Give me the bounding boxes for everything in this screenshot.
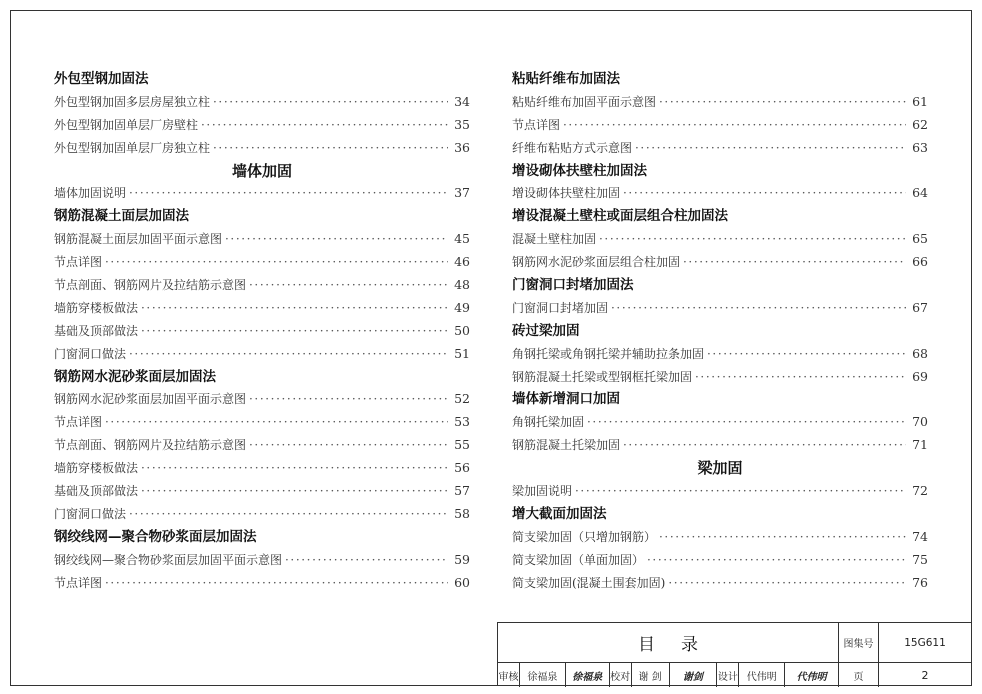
toc-entry-page: 61 bbox=[912, 93, 928, 109]
toc-entry-page: 63 bbox=[912, 139, 928, 155]
section-heading: 粘贴纤维布加固法 bbox=[512, 71, 620, 87]
toc-entry-page: 46 bbox=[454, 254, 470, 270]
toc-entry-page: 68 bbox=[912, 345, 928, 361]
toc-entry-title: 基础及顶部做法 bbox=[54, 484, 139, 499]
toc-entry-title: 外包型钢加固单层厂房独立柱 bbox=[54, 140, 211, 155]
dot-leader bbox=[141, 297, 448, 320]
dot-leader bbox=[249, 274, 448, 297]
toc-entry bbox=[54, 228, 470, 251]
dot-leader bbox=[623, 434, 906, 457]
toc-entry-page: 75 bbox=[912, 551, 928, 567]
title-block-title: 目录 bbox=[498, 623, 839, 663]
toc-entry-title: 纤维布粘贴方式示意图 bbox=[512, 140, 633, 155]
toc-entry-page: 66 bbox=[912, 254, 928, 270]
dot-leader bbox=[129, 503, 448, 526]
dot-leader bbox=[105, 251, 448, 274]
dot-leader bbox=[695, 366, 906, 389]
toc-entry-title: 节点剖面、钢筋网片及拉结筋示意图 bbox=[54, 278, 247, 293]
toc-entry bbox=[512, 366, 928, 389]
toc-entry-page: 71 bbox=[912, 437, 928, 453]
toc-entry-page: 64 bbox=[912, 185, 928, 201]
toc-entry-page: 49 bbox=[454, 299, 470, 315]
toc-entry bbox=[54, 343, 470, 366]
toc-entry bbox=[512, 228, 928, 251]
toc-entry-page: 36 bbox=[454, 139, 470, 155]
atlas-label: 图集号 bbox=[839, 623, 879, 663]
toc-entry-page: 55 bbox=[454, 437, 470, 453]
toc-entry bbox=[54, 572, 470, 595]
signature: 徐福泉 bbox=[566, 663, 610, 687]
dot-leader bbox=[141, 320, 448, 343]
toc-entry-title: 节点剖面、钢筋网片及拉结筋示意图 bbox=[54, 438, 247, 453]
toc-entry bbox=[512, 343, 928, 366]
dot-leader bbox=[129, 182, 448, 205]
toc-entry-page: 58 bbox=[454, 505, 470, 521]
toc-entry bbox=[512, 526, 928, 549]
toc-entry bbox=[512, 297, 928, 320]
toc-entry bbox=[512, 434, 928, 457]
toc-entry-title: 门窗洞口做法 bbox=[54, 346, 127, 361]
toc-entry-page: 76 bbox=[912, 574, 928, 590]
chapter-heading: 梁加固 bbox=[697, 459, 743, 478]
signoff-cell: 谢 剑 bbox=[632, 663, 670, 687]
toc-entry-title: 门窗洞口做法 bbox=[54, 506, 127, 521]
signoff-row bbox=[498, 663, 839, 687]
toc-entry-title: 简支梁加固（只增加钢筋） bbox=[512, 529, 657, 544]
toc-entry bbox=[512, 137, 928, 160]
toc-entry bbox=[512, 411, 928, 434]
toc-entry bbox=[54, 297, 470, 320]
toc-entry-title: 钢筋混凝土托梁加固 bbox=[512, 438, 621, 453]
dot-leader bbox=[659, 526, 906, 549]
toc-entry-title: 角钢托梁加固 bbox=[512, 415, 585, 430]
section-heading: 钢筋混凝土面层加固法 bbox=[54, 208, 189, 225]
toc-entry bbox=[54, 274, 470, 297]
toc-entry-title: 外包型钢加固单层厂房壁柱 bbox=[54, 117, 199, 132]
toc-entry bbox=[512, 114, 928, 137]
toc-entry-page: 53 bbox=[454, 414, 470, 430]
dot-leader bbox=[635, 137, 906, 160]
toc-entry bbox=[54, 91, 470, 114]
toc-entry-page: 60 bbox=[454, 574, 470, 590]
signoff-cell: 审核 bbox=[498, 663, 520, 687]
section-heading: 增大截面加固法 bbox=[512, 505, 607, 522]
toc-entry-title: 墙筋穿楼板做法 bbox=[54, 461, 139, 476]
toc-entry bbox=[54, 251, 470, 274]
toc-entry-title: 增设砌体扶壁柱加固 bbox=[512, 186, 621, 201]
toc-entry-title: 节点详图 bbox=[512, 117, 561, 132]
toc-entry bbox=[54, 114, 470, 137]
toc-entry-page: 37 bbox=[454, 185, 470, 201]
dot-leader bbox=[659, 91, 906, 114]
dot-leader bbox=[647, 549, 906, 572]
toc-entry-title: 墙筋穿楼板做法 bbox=[54, 300, 139, 315]
toc-entry-title: 简支梁加固（单面加固） bbox=[512, 552, 645, 567]
toc-entry-title: 混凝土壁柱加固 bbox=[512, 232, 597, 247]
dot-leader bbox=[213, 91, 448, 114]
toc-entry-page: 74 bbox=[912, 528, 928, 544]
toc-entry-title: 节点详图 bbox=[54, 575, 103, 590]
toc-entry-page: 34 bbox=[454, 93, 470, 109]
dot-leader bbox=[623, 182, 906, 205]
signature: 谢剑 bbox=[670, 663, 718, 687]
section-heading: 增设混凝土壁柱或面层组合柱加固法 bbox=[512, 208, 728, 225]
section-heading: 钢绞线网—聚合物砂浆面层加固法 bbox=[54, 528, 257, 545]
toc-entry bbox=[512, 251, 928, 274]
title-block bbox=[497, 622, 972, 686]
signoff-cell: 徐福泉 bbox=[520, 663, 566, 687]
dot-leader bbox=[105, 411, 448, 434]
dot-leader bbox=[707, 343, 906, 366]
page-label: 页 bbox=[839, 663, 879, 687]
dot-leader bbox=[611, 297, 906, 320]
toc-entry-page: 35 bbox=[454, 116, 470, 132]
toc-entry bbox=[512, 480, 928, 503]
toc-entry bbox=[54, 457, 470, 480]
signature: 代伟明 bbox=[796, 671, 827, 683]
dot-leader bbox=[599, 228, 906, 251]
dot-leader bbox=[563, 114, 906, 137]
toc-entry-page: 50 bbox=[454, 322, 470, 338]
toc-entry-title: 钢筋混凝土托梁或型钢框托梁加固 bbox=[512, 369, 693, 384]
toc-entry bbox=[512, 91, 928, 114]
dot-leader bbox=[213, 137, 448, 160]
toc-entry-title: 钢筋网水泥砂浆面层组合柱加固 bbox=[512, 255, 681, 270]
toc-entry bbox=[54, 388, 470, 411]
toc-entry-title: 钢绞线网—聚合物砂浆面层加固平面示意图 bbox=[54, 552, 283, 567]
dot-leader bbox=[141, 480, 448, 503]
toc-entry-title: 节点详图 bbox=[54, 415, 103, 430]
dot-leader bbox=[105, 572, 448, 595]
toc-entry-page: 70 bbox=[912, 414, 928, 430]
toc-entry-page: 69 bbox=[912, 368, 928, 384]
toc-entry-page: 51 bbox=[454, 345, 470, 361]
dot-leader bbox=[249, 388, 448, 411]
toc-entry bbox=[54, 434, 470, 457]
toc-entry-page: 59 bbox=[454, 551, 470, 567]
toc-entry-page: 57 bbox=[454, 483, 470, 499]
toc-entry-page: 52 bbox=[454, 391, 470, 407]
section-heading: 门窗洞口封堵加固法 bbox=[512, 277, 634, 294]
toc-entry bbox=[512, 549, 928, 572]
dot-leader bbox=[129, 343, 448, 366]
toc-entry bbox=[54, 549, 470, 572]
toc-column-left bbox=[54, 68, 470, 594]
toc-entry bbox=[54, 503, 470, 526]
toc-entry-title: 门窗洞口封堵加固 bbox=[512, 300, 609, 315]
toc-entry bbox=[512, 572, 928, 595]
dot-leader bbox=[668, 572, 906, 595]
toc-entry bbox=[54, 182, 470, 205]
toc-entry-title: 节点详图 bbox=[54, 255, 103, 270]
toc-entry-title: 粘贴纤维布加固平面示意图 bbox=[512, 94, 657, 109]
dot-leader bbox=[683, 251, 906, 274]
toc-entry bbox=[54, 411, 470, 434]
signoff-cell: 代伟明 bbox=[739, 663, 785, 687]
toc-entry-title: 简支梁加固(混凝土围套加固) bbox=[512, 575, 666, 590]
dot-leader bbox=[587, 411, 906, 434]
dot-leader bbox=[225, 228, 448, 251]
signoff-cell: 设计 bbox=[717, 663, 739, 687]
toc-entry-page: 67 bbox=[912, 299, 928, 315]
toc-entry-title: 钢筋网水泥砂浆面层加固平面示意图 bbox=[54, 392, 247, 407]
toc-entry-title: 钢筋混凝土面层加固平面示意图 bbox=[54, 232, 223, 247]
toc-entry bbox=[54, 137, 470, 160]
toc-entry-page: 56 bbox=[454, 460, 470, 476]
toc-entry-title: 梁加固说明 bbox=[512, 484, 573, 499]
signoff-cell: 校对 bbox=[610, 663, 632, 687]
atlas-number: 15G611 bbox=[879, 623, 971, 663]
toc-entry bbox=[512, 182, 928, 205]
toc-entry-page: 45 bbox=[454, 231, 470, 247]
chapter-heading: 墙体加固 bbox=[231, 161, 292, 180]
section-heading: 钢筋网水泥砂浆面层加固法 bbox=[54, 368, 216, 385]
toc-entry-title: 墙体加固说明 bbox=[54, 186, 127, 201]
toc-entry-page: 72 bbox=[912, 483, 928, 499]
section-heading: 砖过梁加固 bbox=[512, 322, 580, 339]
toc-entry-page: 48 bbox=[454, 277, 470, 293]
section-heading: 增设砌体扶壁柱加固法 bbox=[512, 162, 647, 179]
toc-column-right bbox=[512, 68, 928, 594]
toc-entry-page: 62 bbox=[912, 116, 928, 132]
dot-leader bbox=[285, 549, 448, 572]
dot-leader bbox=[141, 457, 448, 480]
dot-leader bbox=[249, 434, 448, 457]
page-number: 2 bbox=[921, 668, 929, 682]
section-heading: 外包型钢加固法 bbox=[54, 71, 149, 87]
toc-entry-title: 角钢托梁或角钢托梁并辅助拉条加固 bbox=[512, 346, 705, 361]
toc-entry-page: 65 bbox=[912, 231, 928, 247]
toc-entry-title: 基础及顶部做法 bbox=[54, 323, 139, 338]
dot-leader bbox=[575, 480, 906, 503]
section-heading: 墙体新增洞口加固 bbox=[512, 391, 620, 408]
toc-entry bbox=[54, 320, 470, 343]
toc-entry-title: 外包型钢加固多层房屋独立柱 bbox=[54, 94, 211, 109]
dot-leader bbox=[201, 114, 448, 137]
toc-entry bbox=[54, 480, 470, 503]
